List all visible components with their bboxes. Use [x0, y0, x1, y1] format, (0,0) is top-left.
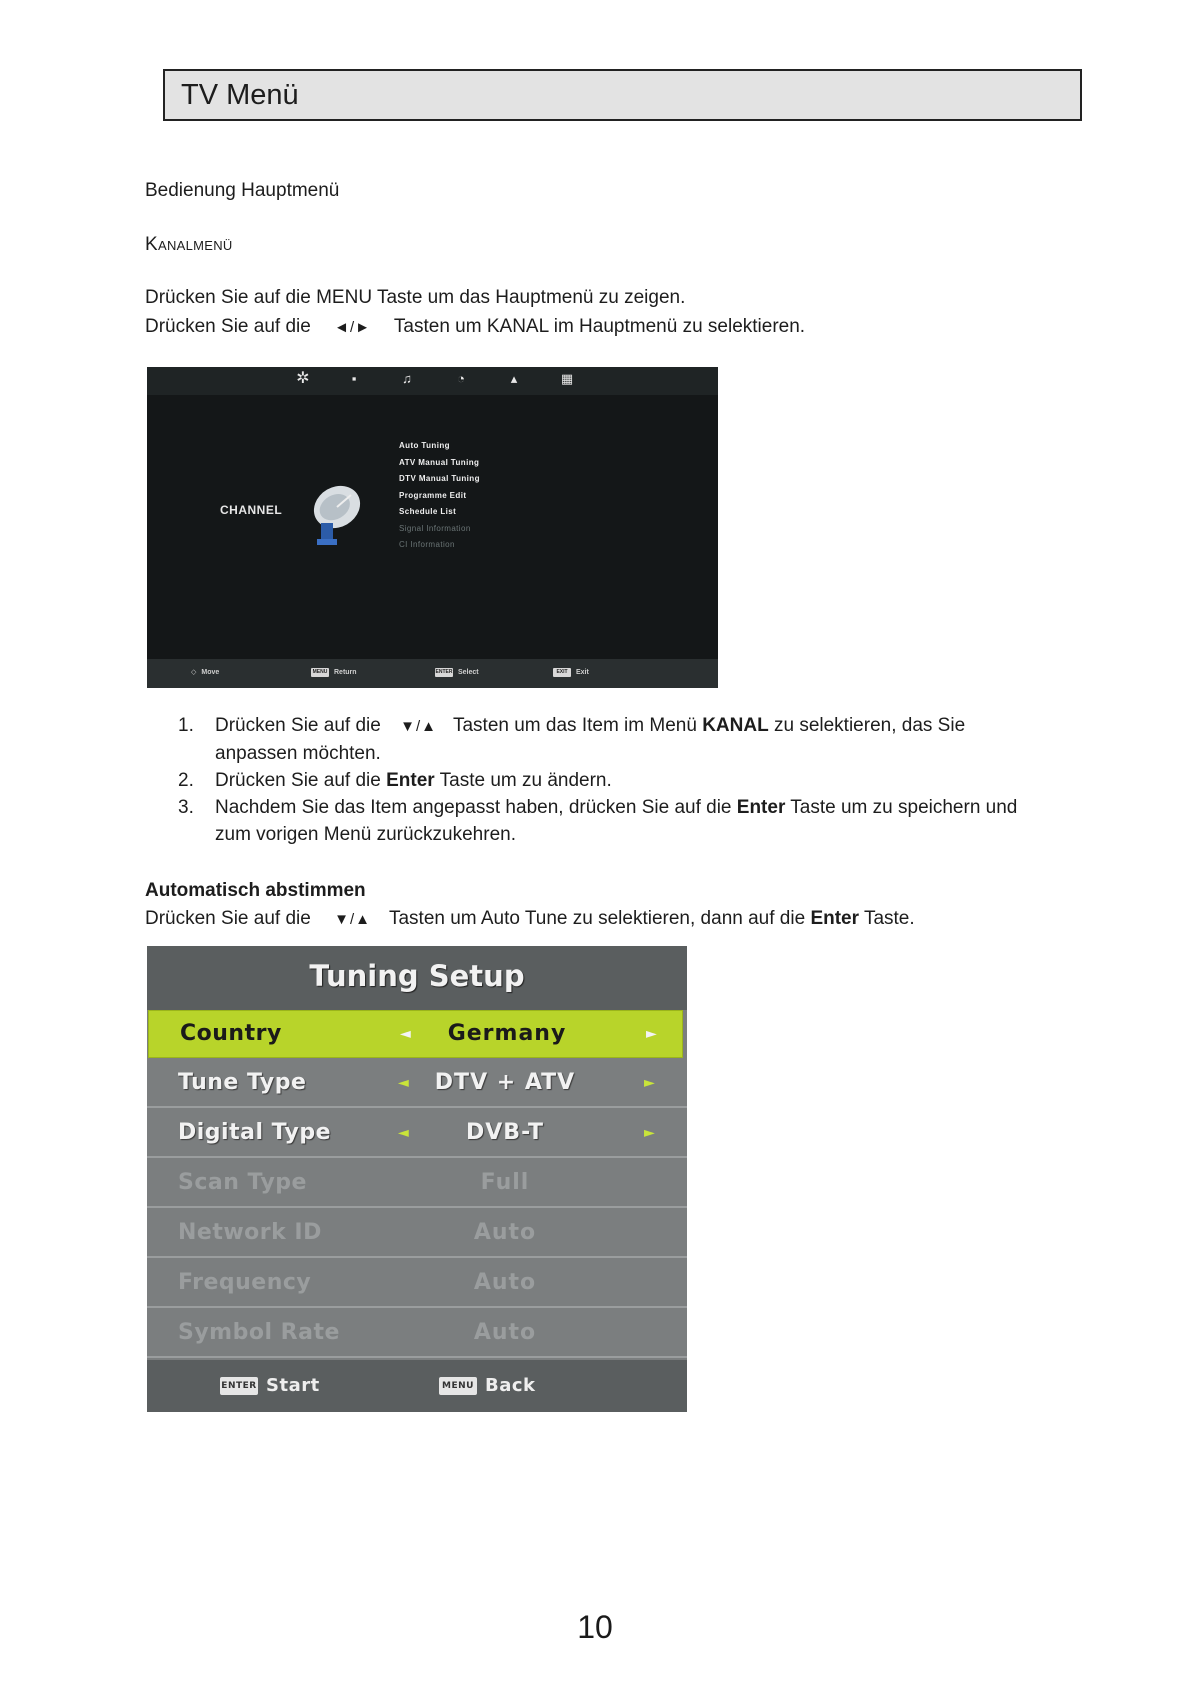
step-bold: Enter: [386, 770, 435, 791]
tuning-title: Tuning Setup: [309, 959, 525, 993]
tuning-setup-screenshot: [147, 946, 687, 1412]
channel-label: CHANNEL: [220, 503, 283, 517]
left-right-arrows-icon: ◄/►: [334, 319, 371, 336]
auto-tune-prefix: Drücken Sie auf die: [145, 908, 311, 929]
row-label: Network ID: [178, 1220, 322, 1245]
intro-line-2: [145, 316, 805, 338]
row-label: Tune Type: [178, 1070, 307, 1095]
right-arrow-icon[interactable]: ►: [646, 1026, 657, 1042]
step-text: anpassen möchten.: [215, 743, 381, 764]
left-arrow-icon[interactable]: ◄: [398, 1125, 409, 1141]
row-tune-type[interactable]: [147, 1060, 687, 1108]
row-label: Symbol Rate: [178, 1320, 340, 1345]
tuning-footer: [147, 1360, 687, 1412]
row-label: Digital Type: [178, 1120, 332, 1145]
step-number: 2.: [178, 770, 194, 791]
hint-label: Move: [201, 668, 220, 676]
step-number: 1.: [178, 715, 194, 736]
back-label: Back: [485, 1375, 536, 1396]
row-value: DTV + ATV: [434, 1070, 576, 1095]
row-label: Scan Type: [178, 1170, 307, 1195]
step-1: [178, 712, 1078, 767]
chapter-title-box: [163, 69, 1082, 121]
enter-key-icon: ENTER: [220, 1377, 258, 1395]
hint-label: Exit: [576, 669, 589, 676]
satellite-dish-icon: [307, 477, 367, 547]
channel-menu-item[interactable]: ATV Manual Tuning: [399, 457, 480, 467]
hint-label: Return: [334, 669, 357, 676]
right-arrow-icon[interactable]: ►: [644, 1125, 655, 1141]
channel-menu-item: Signal Information: [399, 523, 471, 533]
row-value: Auto: [473, 1320, 537, 1345]
channel-menu-item[interactable]: Auto Tuning: [399, 441, 450, 450]
step-bold: Enter: [736, 797, 786, 818]
step-text: Drücken Sie auf die: [215, 770, 381, 791]
step-text: zum vorigen Menü zurückzukehren.: [215, 824, 516, 845]
hint-bar: [147, 659, 718, 688]
hint-return: [311, 668, 357, 677]
channel-menu-list: [399, 438, 480, 554]
start-hint[interactable]: [220, 1375, 320, 1396]
section-title: Bedienung Hauptmenü: [145, 180, 340, 201]
tuning-header: [147, 946, 687, 1010]
step-text: Nachdem Sie das Item angepasst haben, drücken Sie auf die: [215, 797, 732, 818]
step-text: zu selektieren, das Sie: [773, 715, 966, 736]
menu-key-icon: MENU: [312, 669, 328, 675]
picture-icon: ▪: [351, 371, 357, 386]
right-arrow-icon[interactable]: ►: [644, 1075, 655, 1091]
page-number: 10: [577, 1609, 613, 1645]
grid-icon: ▦: [560, 371, 574, 386]
auto-tune-bold: Enter: [810, 908, 860, 929]
channel-menu-item: CI Information: [399, 540, 455, 549]
channel-menu-item[interactable]: DTV Manual Tuning: [399, 474, 480, 483]
intro-line-1: Drücken Sie auf die MENU Taste um das Hauptmenü zu zeigen.: [145, 287, 686, 308]
row-label: Country: [180, 1021, 282, 1046]
step-text: Drücken Sie auf die: [215, 715, 381, 736]
step-number: 3.: [178, 797, 194, 818]
row-network-id: [147, 1210, 687, 1258]
gear-icon: ✲: [296, 370, 310, 387]
channel-menu-screenshot: [147, 367, 718, 688]
row-value: Full: [480, 1170, 530, 1195]
instruction-steps: [178, 712, 1078, 848]
auto-tune-suffix: Taste.: [863, 908, 915, 929]
up-down-arrows-icon: ▼/▲: [400, 718, 437, 735]
row-value: Germany: [447, 1021, 567, 1046]
channel-menu-item[interactable]: Schedule List: [399, 507, 457, 516]
row-value: DVB-T: [466, 1120, 544, 1145]
start-label: Start: [266, 1375, 320, 1396]
step-text: Taste um zu speichern und: [790, 797, 1018, 818]
row-label: Frequency: [178, 1270, 312, 1295]
move-icon: ◇: [191, 669, 197, 676]
hint-select: [435, 668, 479, 677]
enter-key-icon: ENTER: [435, 669, 453, 675]
row-value: Auto: [473, 1270, 537, 1295]
row-country[interactable]: [148, 1010, 683, 1058]
row-symbol-rate: [147, 1310, 687, 1358]
chapter-title: TV Menü: [181, 79, 299, 111]
step-text: Taste um zu ändern.: [439, 770, 612, 791]
menu-key-icon: MENU: [439, 1377, 477, 1395]
step-3: [178, 794, 1078, 848]
step-text: Tasten um das Item im Menü: [452, 715, 697, 736]
back-hint[interactable]: [439, 1375, 536, 1396]
row-scan-type: [147, 1160, 687, 1208]
lock-icon: ▴: [510, 371, 518, 386]
music-icon: ♫: [402, 371, 412, 386]
hint-label: Select: [458, 669, 479, 676]
intro-line-2-prefix: Drücken Sie auf die: [145, 316, 311, 337]
exit-key-icon: EXIT: [553, 668, 571, 677]
step-bold: KANAL: [702, 715, 769, 736]
hint-exit: [553, 668, 589, 677]
row-digital-type[interactable]: [147, 1110, 687, 1158]
left-arrow-icon[interactable]: ◄: [400, 1026, 411, 1042]
up-down-arrows-icon: ▼/▲: [334, 911, 371, 928]
step-2: [178, 767, 1078, 794]
channel-menu-item[interactable]: Programme Edit: [399, 490, 467, 500]
auto-tune-instruction: [145, 908, 915, 930]
row-frequency: [147, 1260, 687, 1308]
left-arrow-icon[interactable]: ◄: [398, 1075, 409, 1091]
row-value: Auto: [473, 1220, 537, 1245]
intro-line-2-suffix: Tasten um KANAL im Hauptmenü zu selektieren.: [393, 316, 806, 337]
auto-tune-middle: Tasten um Auto Tune zu selektieren, dann auf die: [388, 908, 806, 929]
subsection-title: Kanalmenü: [145, 234, 233, 255]
menu-tab-bar: [147, 367, 718, 395]
auto-tune-heading: Automatisch abstimmen: [145, 880, 366, 901]
hint-move: [191, 668, 219, 676]
clock-icon: ◔: [457, 371, 465, 386]
